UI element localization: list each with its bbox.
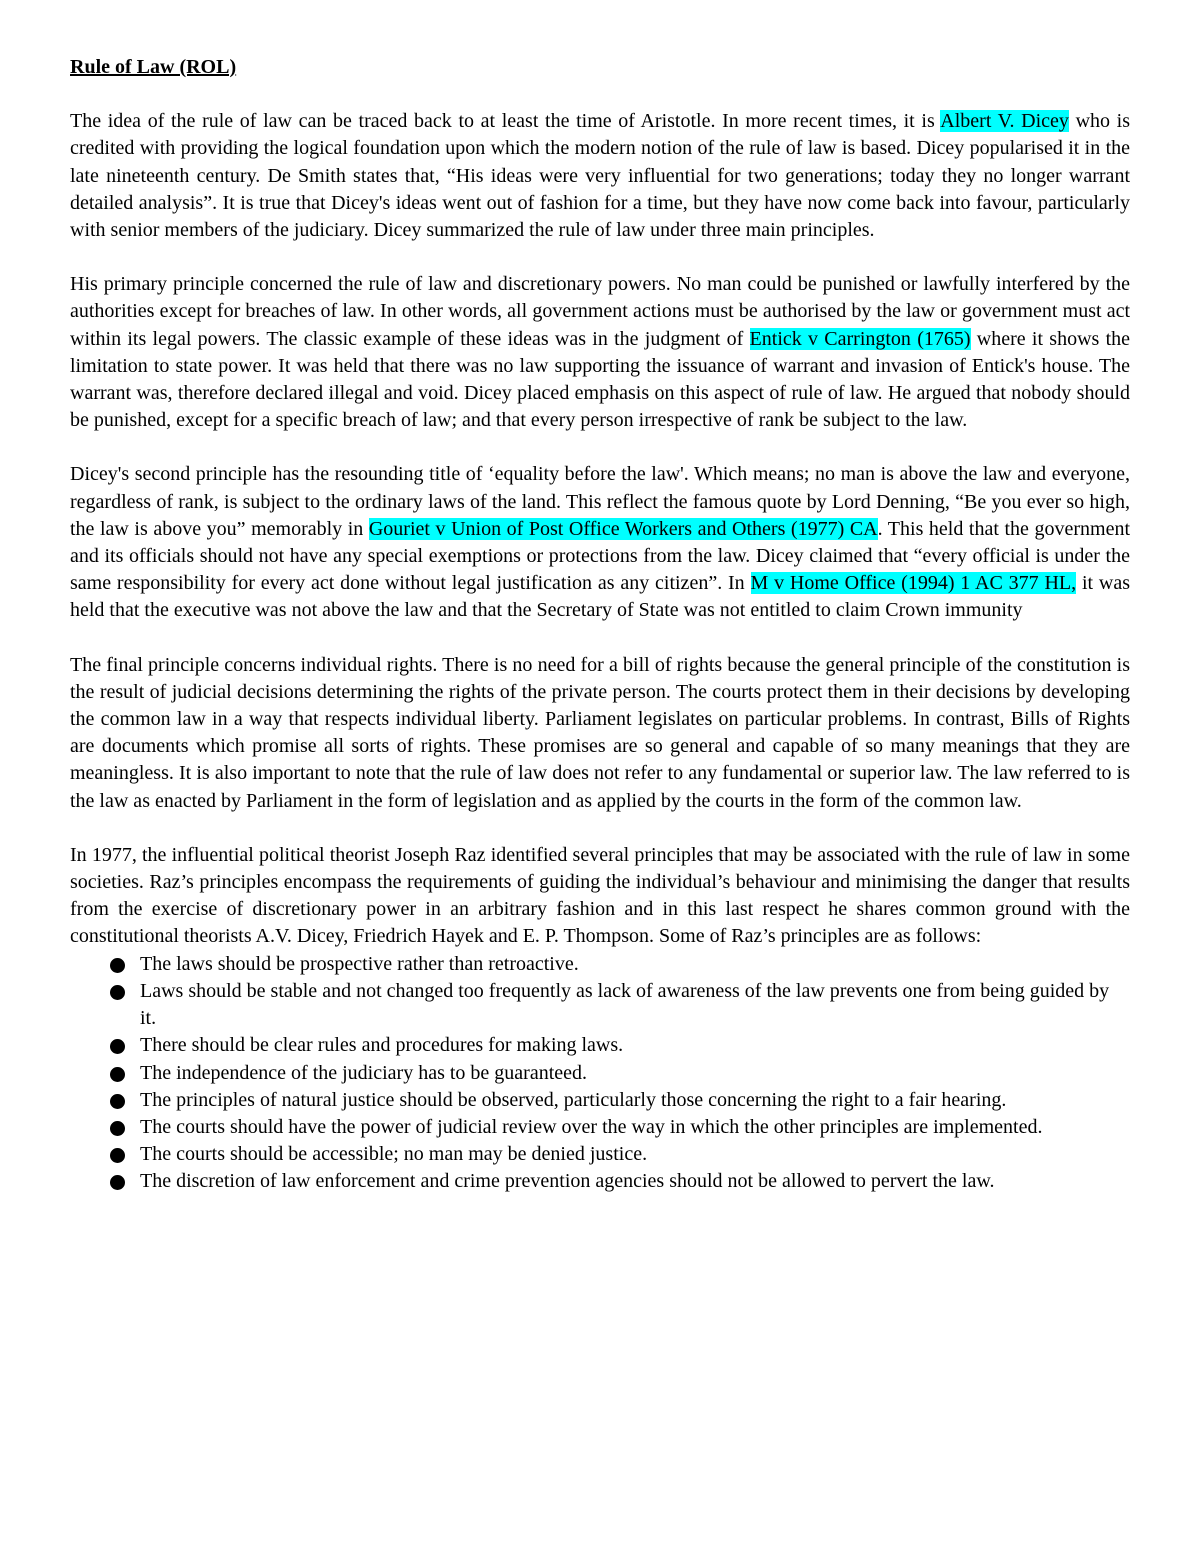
list-item-text: The laws should be prospective rather than retroactive.	[140, 952, 579, 975]
text-segment: In 1977, the influential political theorist Joseph Raz identified several principles that may be associated with the rule of law in some societies. Raz’s principles encompass the requirements of guiding the individual’s behaviour and minimising the danger that results from the exercise of discretionary power in an arbitrary fashion and in this last respect he shares common ground with the constitutional theorists A.V. Dicey, Friedrich Hayek and E. P. Thompson. Some of Raz’s principles are as follows:	[70, 843, 1130, 948]
bullet-icon	[110, 985, 125, 1000]
list-item-text: There should be clear rules and procedures for making laws.	[140, 1034, 624, 1057]
paragraph-final-principle	[70, 652, 1130, 815]
list-item	[70, 978, 1130, 1032]
list-item	[70, 1087, 1130, 1114]
list-item	[70, 1141, 1130, 1168]
list-item-text: The independence of the judiciary has to be guaranteed.	[140, 1061, 588, 1084]
text-segment: The final principle concerns individual rights. There is no need for a bill of rights because the general principle of the constitution is the result of judicial decisions determining the rights of the private person. The courts protect them in their decisions by developing the common law in a way that respects individual liberty. Parliament legislates on particular problems. In contrast, Bills of Rights are documents which promise all sorts of rights. These promises are so general and capable of so many meanings that they are meaningless. It is also important to note that the rule of law does not refer to any fundamental or superior law. The law referred to is the law as enacted by Parliament in the form of legislation and as applied by the courts in the form of the common law.	[70, 653, 1130, 812]
list-item-text: The discretion of law enforcement and crime prevention agencies should not be allowed to pervert the law.	[140, 1170, 995, 1193]
bullet-icon	[110, 958, 125, 973]
document-title: Rule of Law (ROL)	[70, 56, 237, 78]
bullet-icon	[110, 1175, 125, 1190]
list-item-text: Laws should be stable and not changed too frequently as lack of awareness of the law prevents one from being guided by it.	[140, 979, 1110, 1030]
bullet-icon	[110, 1121, 125, 1136]
paragraph-second-principle	[70, 461, 1130, 624]
list-item	[70, 1114, 1130, 1141]
highlighted-case-citation: Gouriet v Union of Post Office Workers and Others (1977) CA	[368, 517, 878, 540]
bullet-icon	[110, 1039, 125, 1054]
text-segment: it was held that the executive was not above the law and that the Secretary of State was not entitled to claim Crown immunity	[70, 572, 1130, 622]
bullet-icon	[110, 1148, 125, 1163]
paragraph-intro	[70, 108, 1130, 244]
highlighted-reference: Albert V. Dicey	[940, 110, 1069, 133]
text-segment: The idea of the rule of law can be traced back to at least the time of Aristotle. In more recent times, it is	[70, 110, 941, 133]
bullet-icon	[110, 1094, 125, 1109]
paragraph-primary-principle	[70, 271, 1130, 434]
raz-principles-list	[70, 951, 1130, 1196]
list-item-text: The principles of natural justice should be observed, particularly those concerning the right to a fair hearing.	[140, 1088, 1007, 1111]
list-item	[70, 951, 1130, 978]
text-segment: who is credited with providing the logical foundation upon which the modern notion of the rule of law is based. Dicey popularised it in the late nineteenth century. De Smith states that, “His ideas were very influential for two generations; today they no longer warrant detailed analysis”. It is true that Dicey's ideas went out of fashion for a time, but they have now come back into favour, particularly with senior members of the judiciary. Dicey summarized the rule of law under three main principles.	[70, 110, 1130, 242]
text-segment: . This held that the government and its officials should not have any special exemptions or protections from the law. Dicey claimed that “every official is under the same responsibility for every act done without legal justification as any citizen”. In	[70, 517, 1130, 595]
paragraph-raz	[70, 842, 1130, 951]
list-item	[70, 1032, 1130, 1059]
text-segment: where it shows the limitation to state power. It was held that there was no law supporting the issuance of warrant and invasion of Entick's house. The warrant was, therefore declared illegal and void. Dicey placed emphasis on this aspect of rule of law. He argued that nobody should be punished, except for a specific breach of law; and that every person irrespective of rank be subject to the law.	[70, 327, 1131, 432]
list-item-text: The courts should be accessible; no man may be denied justice.	[140, 1143, 648, 1166]
list-item	[70, 1060, 1130, 1087]
list-item-text: The courts should have the power of judicial review over the way in which the other principles are implemented.	[140, 1115, 1043, 1138]
highlighted-case-citation: Entick v Carrington (1765)	[749, 327, 971, 350]
bullet-icon	[110, 1067, 125, 1082]
text-segment: Dicey's second principle has the resounding title of ‘equality before the law'. Which means; no man is above the law and everyone, regardless of rank, is subject to the ordinary laws of the land. This reflect the famous quote by Lord Denning, “Be you ever so high, the law is above you” memorably in	[70, 463, 1130, 540]
highlighted-case-citation: M v Home Office (1994) 1 AC 377 HL,	[750, 572, 1077, 595]
text-segment: His primary principle concerned the rule of law and discretionary powers. No man could be punished or lawfully interfered by the authorities except for breaches of law. In other words, all government actions must be authorised by the law or government must act within its legal powers. The classic example of these ideas was in the judgment of	[70, 273, 1130, 350]
document-page	[70, 54, 1130, 1196]
list-item	[70, 1168, 1130, 1195]
